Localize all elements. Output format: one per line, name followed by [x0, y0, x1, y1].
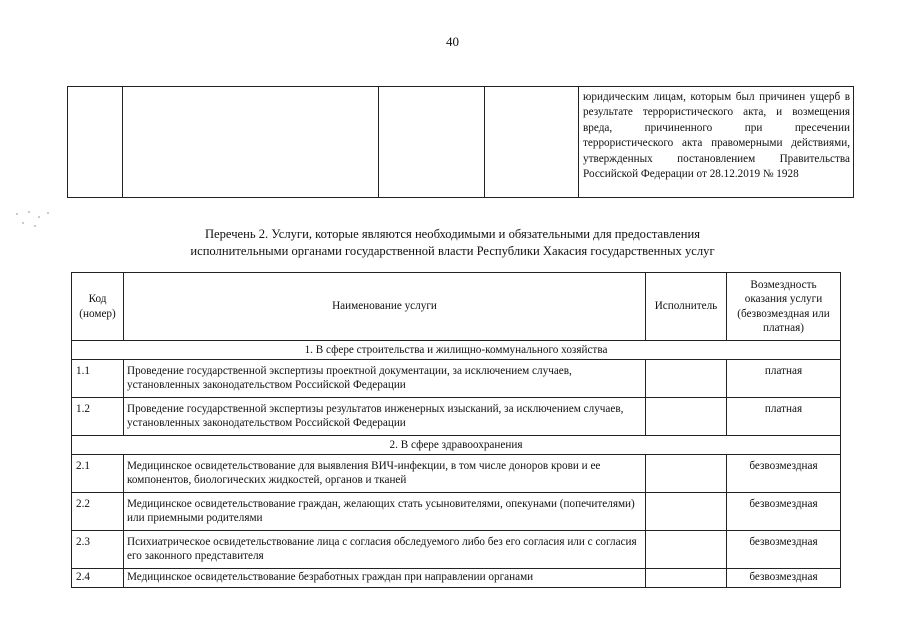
row-payment: безвозмездная [727, 569, 841, 588]
table-row [72, 360, 841, 398]
table-row [72, 493, 841, 531]
row-payment: безвозмездная [727, 455, 841, 493]
section-title: 2. В сфере здравоохранения [72, 436, 841, 455]
row-name: Проведение государственной экспертизы проектной документации, за исключением случаев, установленных законодательством Российской Федерации [124, 360, 646, 398]
row-name: Медицинское освидетельствование граждан, желающих стать усыновителями, опекунами (попечителями) или приемными родителями [124, 493, 646, 531]
table-header-row [72, 273, 841, 341]
list-heading-line-1: Перечень 2. Услуги, которые являются необходимыми и обязательными для предоставления [204, 227, 701, 241]
continuation-table [67, 86, 854, 198]
row-name: Медицинское освидетельствование безработных граждан при направлении органами [124, 569, 646, 588]
header-name: Наименование услуги [124, 273, 646, 341]
row-code: 2.4 [72, 569, 124, 588]
row-payment: платная [727, 360, 841, 398]
row-code: 1.2 [72, 398, 124, 436]
continuation-cell-4 [485, 87, 579, 198]
row-executor [646, 569, 727, 588]
row-code: 2.1 [72, 455, 124, 493]
row-name: Проведение государственной экспертизы результатов инженерных изысканий, за исключением случаев, установленных законодательством Российской Федерации [124, 398, 646, 436]
table-row [72, 569, 841, 588]
table-row [72, 531, 841, 569]
continuation-cell-2 [123, 87, 379, 198]
section-row [72, 436, 841, 455]
section-title: 1. В сфере строительства и жилищно-коммунального хозяйства [72, 341, 841, 360]
table-row [72, 455, 841, 493]
row-code: 2.2 [72, 493, 124, 531]
row-code: 1.1 [72, 360, 124, 398]
row-payment: безвозмездная [727, 493, 841, 531]
header-executor: Исполнитель [646, 273, 727, 341]
row-executor [646, 360, 727, 398]
services-table [71, 272, 841, 588]
row-executor [646, 493, 727, 531]
list-heading [0, 226, 905, 260]
continuation-text: юридическим лицам, которым был причинен ущерб в результате террористического акта, и возмещения вреда, причиненного при пресечении террористического акта правомерными действиями, утвержденных постановлением Правительства Российской Федерации от 28.12.2019 № 1928 [583, 91, 850, 181]
continuation-cell-1 [68, 87, 123, 198]
row-executor [646, 455, 727, 493]
continuation-cell-5 [579, 87, 854, 198]
row-payment: платная [727, 398, 841, 436]
continuation-cell-3 [379, 87, 485, 198]
header-payment: Возмездность оказания услуги (безвозмездная или платная) [727, 273, 841, 341]
table-row [72, 398, 841, 436]
row-executor [646, 398, 727, 436]
row-name: Психиатрическое освидетельствование лица с согласия обследуемого либо без его согласия или с согласия его законного представителя [124, 531, 646, 569]
row-executor [646, 531, 727, 569]
header-code: Код (номер) [72, 273, 124, 341]
list-heading-line-2: исполнительными органами государственной власти Республики Хакасия государственных услуг [190, 244, 715, 258]
section-row [72, 341, 841, 360]
row-payment: безвозмездная [727, 531, 841, 569]
page-number: 40 [446, 34, 459, 49]
row-name: Медицинское освидетельствование для выявления ВИЧ-инфекции, в том числе доноров крови и ее компонентов, биологических жидкостей, органов и тканей [124, 455, 646, 493]
row-code: 2.3 [72, 531, 124, 569]
